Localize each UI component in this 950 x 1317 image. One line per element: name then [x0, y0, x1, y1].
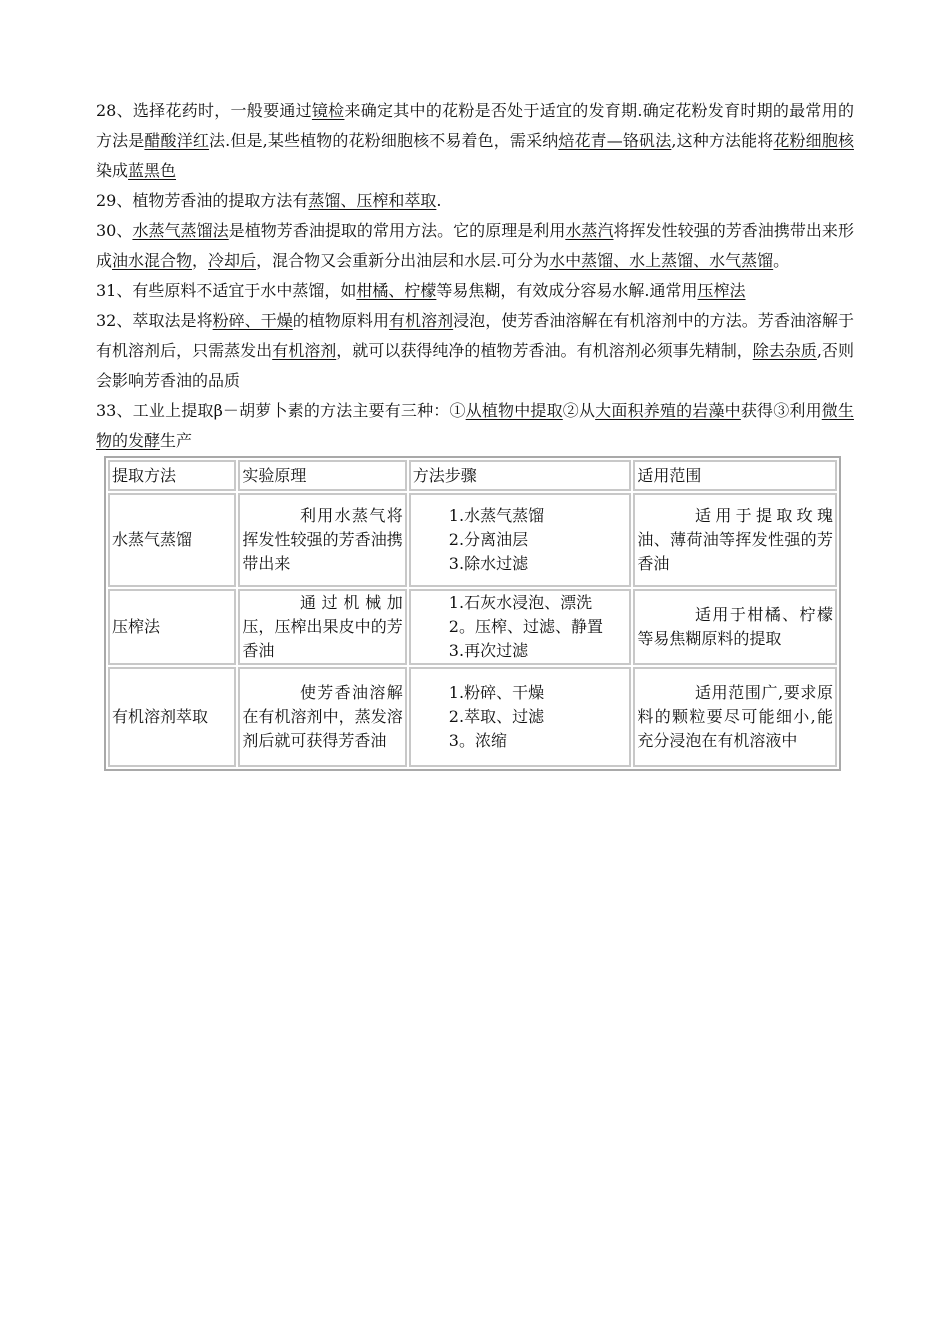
underlined-answer: 有机溶剂	[272, 341, 337, 360]
underlined-answer: 焙花青—铬矾法	[558, 131, 672, 150]
text-segment: 获得③利用	[740, 401, 822, 420]
underlined-answer: 水蒸气蒸馏法	[132, 221, 229, 240]
scope-cell: 适用范围广,要求原料的颗粒要尽可能细小,能充分浸泡在有机溶液中	[633, 667, 837, 767]
paragraph-32	[96, 306, 854, 396]
document-content	[96, 96, 854, 771]
text-segment: 31、有些原料不适宜于水中蒸馏，如	[96, 281, 357, 300]
step-item: 2.萃取、过滤	[448, 707, 545, 726]
text-segment: 是植物芳香油提取的常用方法。它的原理是利用	[228, 221, 566, 240]
table-header-row	[108, 460, 837, 491]
step-item: 2。压榨、过滤、静置	[448, 617, 603, 636]
paragraph-33	[96, 396, 854, 456]
text-segment: ,否则会影响芳香油的品质	[96, 341, 854, 390]
step-item: 1.水蒸气蒸馏	[448, 506, 545, 525]
header-cell-steps: 方法步骤	[409, 460, 632, 491]
scope-cell: 适用于柑橘、柠檬等易焦糊原料的提取	[633, 589, 837, 665]
underlined-answer: 微生物的发酵	[96, 401, 854, 450]
method-cell: 压榨法	[108, 589, 236, 665]
underlined-answer: 有机溶剂	[389, 311, 454, 330]
underlined-answer: 粉碎、干燥	[212, 311, 293, 330]
underlined-answer: 油水混合物	[112, 251, 193, 270]
text-segment: 33、工业上提取β－胡萝卜素的方法主要有三种：①	[96, 401, 466, 420]
text-segment: 等易焦糊，有效成分容易水解.通常用	[436, 281, 698, 300]
text-segment: 生产	[160, 431, 193, 450]
text-segment: 浸泡，使芳香油溶解在有机溶剂中的方法。芳香油溶解于有机溶剂后，只需蒸发出	[96, 311, 854, 360]
text-segment: ，就可以获得纯净的植物芳香油。有机溶剂必须事先精制，	[336, 341, 753, 360]
steps-cell	[409, 589, 632, 665]
text-segment: 法.但是,某些植物的花粉细胞核不易着色，需采纳	[208, 131, 559, 150]
step-item: 3.除水过滤	[448, 554, 529, 573]
step-item: 3。浓缩	[448, 731, 507, 750]
text-segment: 染成	[96, 161, 129, 180]
method-cell: 有机溶剂萃取	[108, 667, 236, 767]
underlined-answer: 花粉细胞核	[773, 131, 854, 150]
underlined-answer: 柑橘、柠檬	[356, 281, 437, 300]
method-cell: 水蒸气蒸馏	[108, 493, 236, 587]
underlined-answer: 除去杂质	[752, 341, 817, 360]
table-row	[108, 493, 837, 587]
text-segment: ，	[192, 251, 209, 270]
text-segment: .	[436, 191, 442, 210]
scope-cell: 适用于提取玫瑰油、薄荷油等挥发性强的芳香油	[633, 493, 837, 587]
underlined-answer: 醋酸洋红	[144, 131, 209, 150]
paragraph-28	[96, 96, 854, 186]
underlined-answer: 压榨法	[697, 281, 746, 300]
text-segment: 将挥发性较强的芳香油携带出来形成	[96, 221, 854, 270]
header-cell-scope: 适用范围	[633, 460, 837, 491]
step-item: 1.粉碎、干燥	[448, 683, 545, 702]
underlined-answer: 大面积养殖的岩藻中	[595, 401, 741, 420]
text-segment: 30、	[96, 221, 133, 240]
underlined-answer: 冷却后	[208, 251, 257, 270]
principle-cell: 通过机械加压，压榨出果皮中的芳香油	[238, 589, 406, 665]
step-item: 2.分离油层	[448, 530, 529, 549]
paragraph-31	[96, 276, 854, 306]
principle-cell: 使芳香油溶解在有机溶剂中，蒸发溶剂后就可获得芳香油	[238, 667, 406, 767]
header-cell-principle: 实验原理	[238, 460, 406, 491]
underlined-answer: 水蒸汽	[565, 221, 614, 240]
underlined-answer: 镜检	[311, 101, 345, 120]
underlined-answer: 蓝黑色	[128, 161, 177, 180]
text-segment: 。	[773, 251, 790, 270]
text-segment: 的植物原料用	[292, 311, 389, 330]
paragraph-29	[96, 186, 854, 216]
text-segment: 32、萃取法是将	[96, 311, 213, 330]
header-cell-method: 提取方法	[108, 460, 236, 491]
steps-cell	[409, 667, 632, 767]
table-row	[108, 667, 837, 767]
text-segment: 29、植物芳香油的提取方法有	[96, 191, 309, 210]
text-segment: ，混合物又会重新分出油层和水层.可分为	[256, 251, 550, 270]
underlined-answer: 蒸馏、压榨和萃取	[308, 191, 437, 210]
text-segment: 来确定其中的花粉是否处于适宜的发育期.确定花粉发育时期的最常用的方法是	[96, 101, 854, 150]
table-row	[108, 589, 837, 665]
text-segment: ,这种方法能将	[671, 131, 774, 150]
underlined-answer: 水中蒸馏、水上蒸馏、水气蒸馏	[549, 251, 774, 270]
underlined-answer: 从植物中提取	[465, 401, 563, 420]
text-segment: ②从	[562, 401, 596, 420]
step-item: 3.再次过滤	[448, 641, 529, 660]
extraction-methods-table	[104, 456, 841, 771]
paragraph-30	[96, 216, 854, 276]
step-item: 1.石灰水浸泡、漂洗	[448, 593, 593, 612]
principle-cell: 利用水蒸气将挥发性较强的芳香油携带出来	[238, 493, 406, 587]
steps-cell	[409, 493, 632, 587]
text-segment: 28、选择花药时，一般要通过	[96, 101, 312, 120]
